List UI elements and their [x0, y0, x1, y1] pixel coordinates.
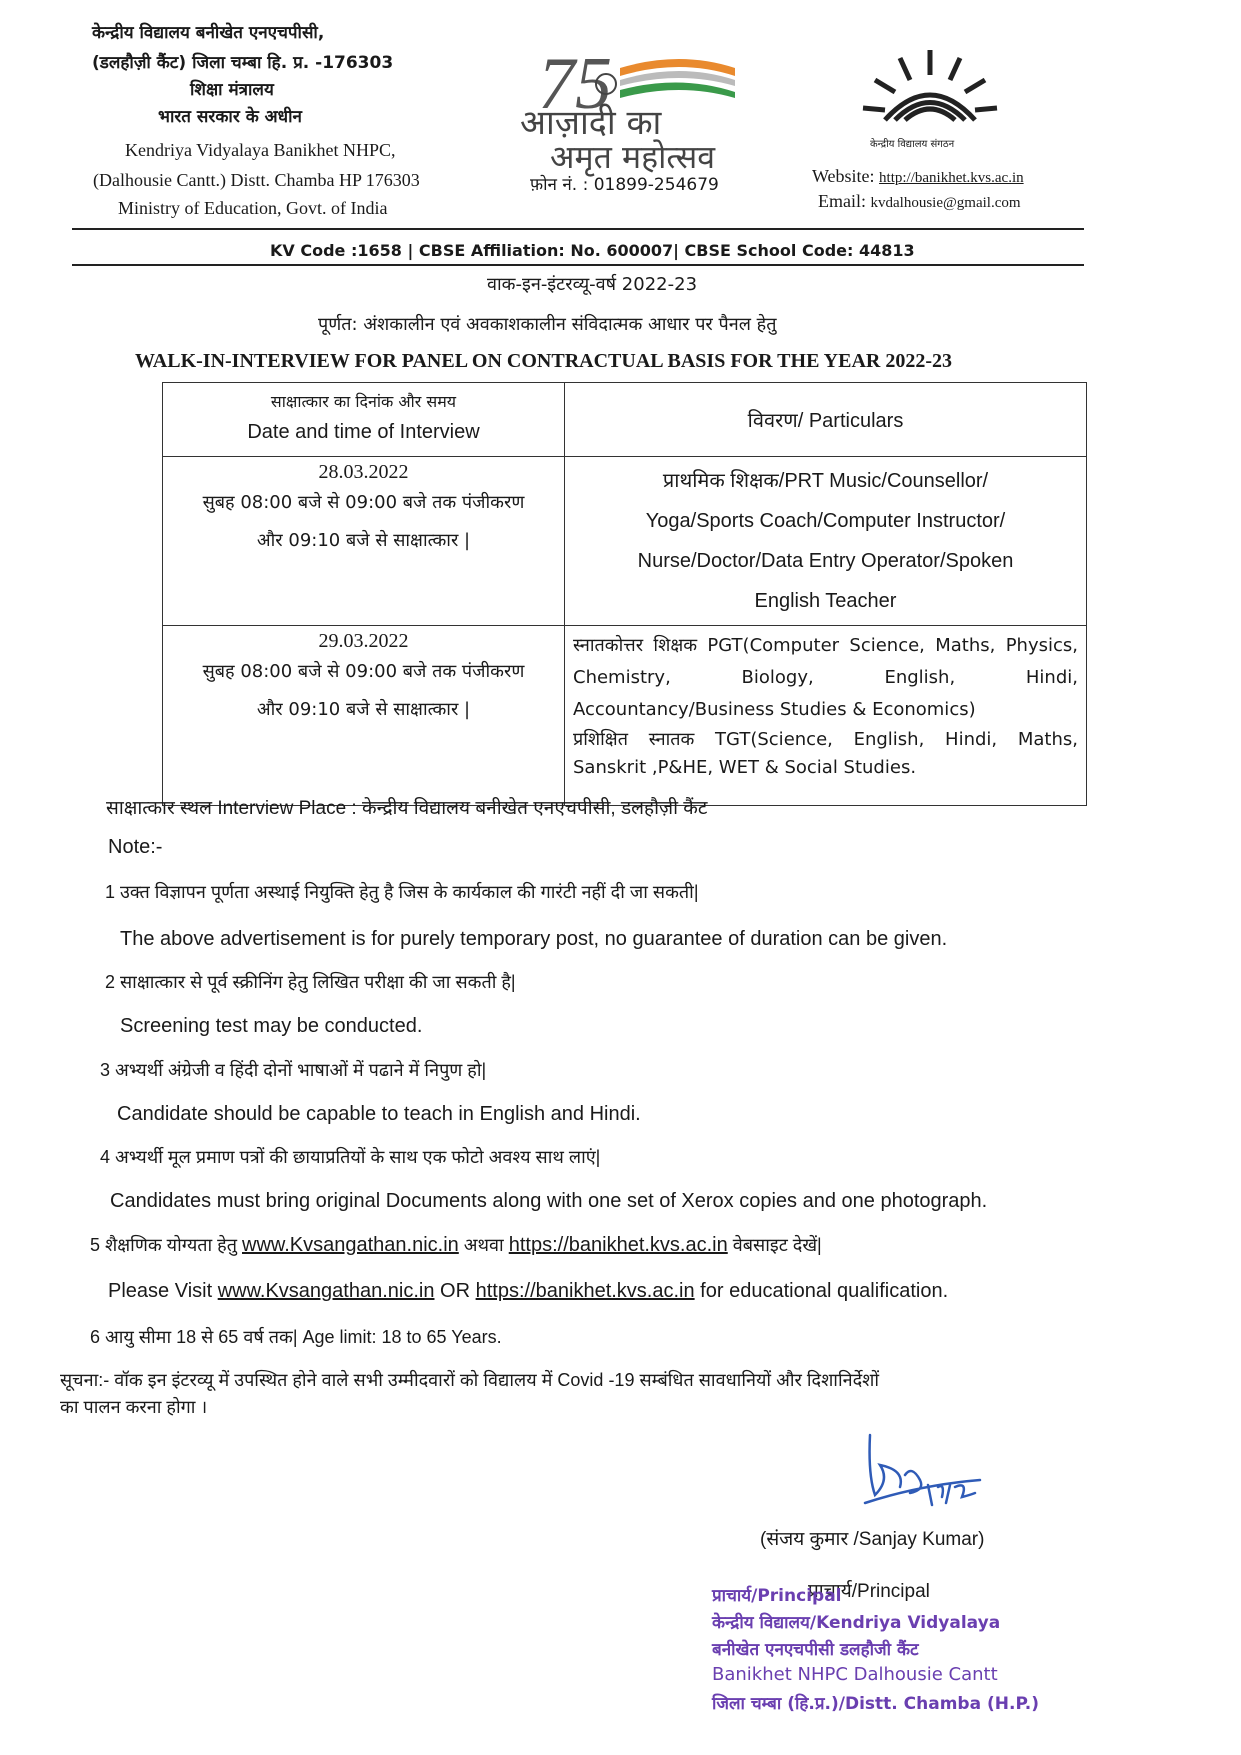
row2-interview-time: और 09:10 बजे से साक्षात्कार |: [256, 699, 471, 720]
note-2-english: Screening test may be conducted.: [120, 1015, 423, 1037]
note-3-hindi: 3 अभ्यर्थी अंग्रेजी व हिंदी दोनों भाषाओं में पढाने में निपुण हो|: [100, 1060, 487, 1080]
azadi-ka-amrit-mahotsav-logo: [520, 40, 750, 176]
table-row: [163, 457, 1087, 626]
row1-particulars-line: English Teacher: [754, 590, 897, 612]
header-particulars-label: विवरण/ Particulars: [747, 410, 904, 432]
email-address[interactable]: kvdalhousie@gmail.com: [870, 195, 1021, 211]
row2-date-time: [163, 626, 565, 806]
note-5-english-text: Please Visit: [108, 1280, 218, 1302]
note-4-hindi: 4 अभ्यर्थी मूल प्रमाण पत्रों की छायाप्रतियों के साथ एक फोटो अवश्य साथ लाएं|: [100, 1147, 601, 1167]
handwritten-signature: [850, 1425, 1000, 1520]
stamp-line: केन्द्रीय विद्यालय/Kendriya Vidyalaya: [712, 1613, 1001, 1633]
note-5-hindi-text: वेबसाइट देखें|: [727, 1235, 822, 1255]
school-name-english: Kendriya Vidyalaya Banikhet NHPC,: [125, 140, 396, 160]
row2-registration-time: सुबह 08:00 बजे से 09:00 बजे तक पंजीकरण: [202, 661, 525, 682]
logo-text-amrit: अमृत महोत्सव: [550, 138, 715, 176]
school-address-english: (Dalhousie Cantt.) Distt. Chamba HP 176303: [93, 170, 420, 190]
header-particulars: [565, 383, 1087, 457]
stamp-line: जिला चम्बा (हि.प्र.)/Distt. Chamba (H.P.): [712, 1694, 1040, 1714]
note-5-hindi-text: 5 शैक्षणिक योग्यता हेतु: [90, 1235, 242, 1255]
stamp-line: Banikhet NHPC Dalhousie Cantt: [712, 1664, 998, 1685]
phone-number: फ़ोन नं. : 01899-254679: [530, 175, 719, 195]
kvs-caption: केन्द्रीय विद्यालय संगठन: [870, 139, 955, 150]
header-date-time: [163, 383, 565, 457]
note-1-hindi: 1 उक्त विज्ञापन पूर्णता अस्थाई नियुक्ति हेतु है जिस के कार्यकाल की गारंटी नहीं दी जा सकती|: [105, 882, 699, 902]
kvsangathan-link[interactable]: www.Kvsangathan.nic.in: [242, 1234, 459, 1256]
note-6-age-limit: 6 आयु सीमा 18 से 65 वर्ष तक| Age limit: 18 to 65 Years.: [90, 1327, 502, 1347]
note-3-english: Candidate should be capable to teach in English and Hindi.: [117, 1103, 641, 1125]
interview-place: साक्षात्कार स्थल Interview Place : केन्द्रीय विद्यालय बनीखेत एनएचपीसी, डलहौज़ी कैंट: [106, 798, 708, 819]
row1-interview-time: और 09:10 बजे से साक्षात्कार |: [256, 530, 471, 551]
school-codes: KV Code :1658 | CBSE Affiliation: No. 600007| CBSE School Code: 44813: [270, 241, 915, 260]
logo-text-azadi: आज़ादी का: [520, 103, 662, 143]
signatory-designation: प्राचार्य/Principal: [808, 1581, 930, 1602]
svg-text:75: 75: [538, 43, 612, 120]
interview-schedule-table: [162, 382, 1087, 806]
note-5-hindi-text: अथवा: [458, 1235, 509, 1255]
row1-date: 28.03.2022: [318, 461, 409, 483]
note-5-hindi: [90, 1233, 822, 1257]
banikhet-link[interactable]: https://banikhet.kvs.ac.in: [475, 1280, 695, 1302]
row2-tgt-subjects: प्रशिक्षित स्नातक TGT(Science, English, Hindi, Maths, Sanskrit ,P&HE, WET & Social Studies.: [573, 729, 1078, 778]
row1-particulars-line: प्राथमिक शिक्षक/PRT Music/Counsellor/: [662, 470, 989, 492]
kvsangathan-link[interactable]: www.Kvsangathan.nic.in: [217, 1280, 435, 1302]
row1-particulars: [565, 457, 1087, 626]
signatory-name: (संजय कुमार /Sanjay Kumar): [760, 1529, 985, 1550]
row2-pgt-subjects: स्नातकोत्तर शिक्षक PGT(Computer Science, Maths, Physics, Chemistry, Biology, English, Hindi, Accountancy/Business Studies & Economics): [573, 635, 1078, 720]
header-divider-top: [72, 228, 1084, 230]
kvs-sangathan-logo: [855, 30, 1005, 155]
note-1-english: The above advertisement is for purely temporary post, no guarantee of duration can be given.: [120, 928, 948, 950]
stamp-line: प्राचार्य/Principal: [712, 1586, 842, 1606]
note-2-hindi: 2 साक्षात्कार से पूर्व स्क्रीनिंग हेतु लिखित परीक्षा की जा सकती है|: [105, 972, 516, 992]
school-address-hindi: (डलहौज़ी कैंट) जिला चम्बा हि. प्र. -176303: [92, 53, 394, 73]
note-5-english-text: for educational qualification.: [694, 1280, 949, 1302]
row1-date-time: [163, 457, 565, 626]
note-5-english: [108, 1280, 948, 1303]
email-line: [818, 191, 1021, 212]
row1-particulars-line: Nurse/Doctor/Data Entry Operator/Spoken: [637, 550, 1014, 572]
covid-notice-line-2: का पालन करना होगा ।: [60, 1397, 208, 1417]
ministry-hindi: शिक्षा मंत्रालय: [190, 80, 274, 100]
title-hindi-year: वाक-इन-इंटरव्यू-वर्ष 2022-23: [487, 274, 698, 295]
note-4-english: Candidates must bring original Documents along with one set of Xerox copies and one photograph.: [110, 1190, 988, 1212]
table-header-row: [163, 383, 1087, 457]
kvs-sunburst-icon: [855, 30, 1005, 140]
ministry-english: Ministry of Education, Govt. of India: [118, 198, 388, 218]
row1-registration-time: सुबह 08:00 बजे से 09:00 बजे तक पंजीकरण: [202, 492, 525, 513]
website-label: Website:: [812, 166, 875, 186]
row1-particulars-line: Yoga/Sports Coach/Computer Instructor/: [645, 510, 1006, 532]
header-date-time-hindi: साक्षात्कार का दिनांक और समय: [270, 392, 457, 411]
banikhet-link[interactable]: https://banikhet.kvs.ac.in: [508, 1234, 728, 1256]
email-label: Email:: [818, 191, 866, 211]
covid-notice-line-1: सूचना:- वॉक इन इंटरव्यू में उपस्थित होने वाले सभी उम्मीदवारों को विद्यालय में Covid -19 सम्बंधित सावधानियों और दिशानिर्देशों: [60, 1370, 880, 1390]
header-date-time-english: Date and time of Interview: [247, 421, 480, 443]
website-link[interactable]: http://banikhet.kvs.ac.in: [879, 170, 1024, 186]
title-english: WALK-IN-INTERVIEW FOR PANEL ON CONTRACTUAL BASIS FOR THE YEAR 2022-23: [135, 350, 953, 372]
row2-date: 29.03.2022: [318, 630, 409, 652]
header-divider-bottom: [72, 264, 1084, 266]
note-heading: Note:-: [108, 836, 163, 858]
website-line: [812, 166, 1024, 187]
school-name-hindi: केन्द्रीय विद्यालय बनीखेत एनएचपीसी,: [92, 23, 325, 43]
note-5-english-text: OR: [434, 1280, 476, 1302]
title-hindi-panel: पूर्णत: अंशकालीन एवं अवकाशकालीन संविदात्मक आधार पर पैनल हेतु: [318, 314, 777, 335]
row2-particulars: [565, 626, 1087, 806]
govt-hindi: भारत सरकार के अधीन: [158, 107, 302, 127]
stamp-line: बनीखेत एनएचपीसी डलहौजी कैंट: [712, 1640, 919, 1660]
table-row: [163, 626, 1087, 806]
